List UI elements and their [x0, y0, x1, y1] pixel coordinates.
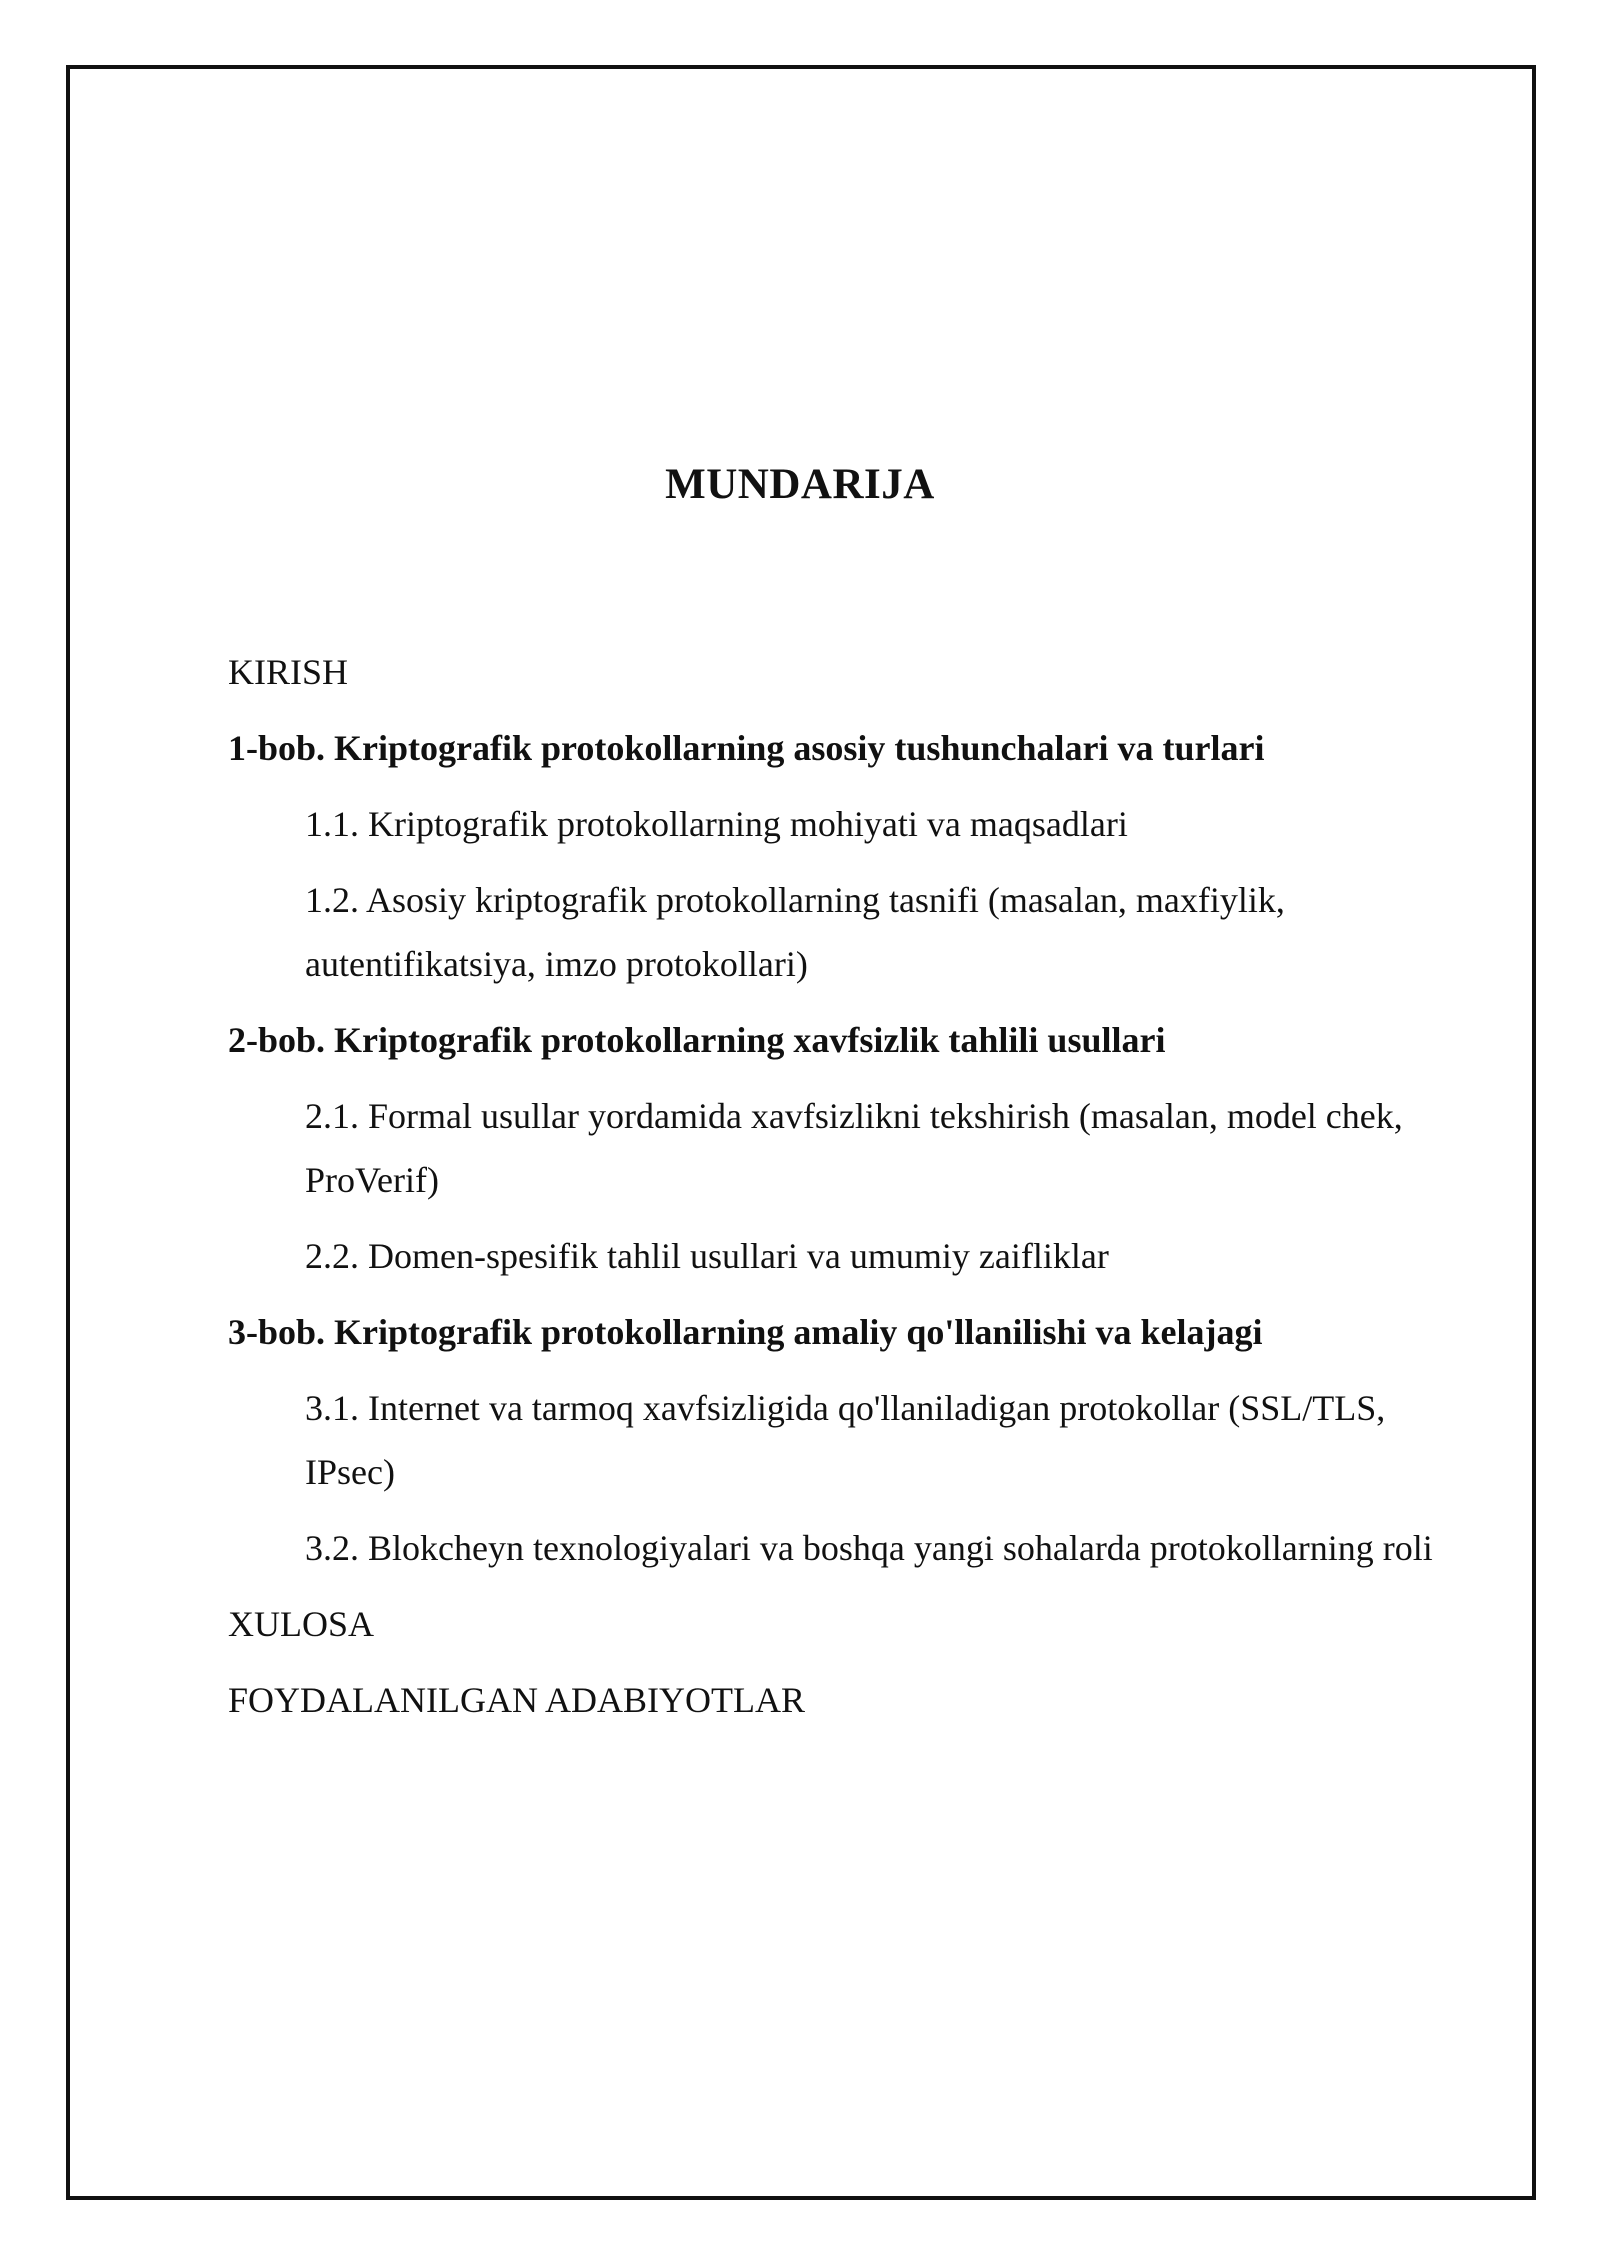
toc-section-2-1: 2.1. Formal usullar yordamida xavfsizlikni tekshirish (masalan, model chek,	[305, 1096, 1403, 1136]
table-of-contents	[228, 640, 1508, 1732]
toc-section-1-2: 1.2. Asosiy kriptografik protokollarning tasnifi (masalan, maxfiylik,	[305, 880, 1285, 920]
toc-section-1-1: 1.1. Kriptografik protokollarning mohiyati va maqsadlari	[305, 804, 1128, 844]
toc-chapter-1-heading: 1-bob. Kriptografik protokollarning asosiy tushunchalari va turlari	[228, 728, 1265, 768]
toc-item-intro: KIRISH	[228, 652, 349, 692]
toc-chapter-2-heading: 2-bob. Kriptografik protokollarning xavfsizlik tahlili usullari	[228, 1020, 1166, 1060]
toc-item-references: FOYDALANILGAN ADABIYOTLAR	[228, 1680, 805, 1720]
toc-section-1-2-continued: autentifikatsiya, imzo protokollari)	[305, 944, 808, 984]
toc-item-conclusion: XULOSA	[228, 1604, 375, 1644]
toc-section-2-2: 2.2. Domen-spesifik tahlil usullari va umumiy zaifliklar	[305, 1236, 1109, 1276]
page-title: MUNDARIJA	[665, 461, 935, 508]
toc-section-3-1-continued: IPsec)	[305, 1452, 395, 1492]
toc-section-2-1-continued: ProVerif)	[305, 1160, 439, 1200]
toc-section-3-1: 3.1. Internet va tarmoq xavfsizligida qo'llaniladigan protokollar (SSL/TLS,	[305, 1388, 1386, 1428]
toc-chapter-3-heading: 3-bob. Kriptografik protokollarning amaliy qo'llanilishi va kelajagi	[228, 1312, 1263, 1352]
toc-section-3-2: 3.2. Blokcheyn texnologiyalari va boshqa yangi sohalarda protokollarning roli	[305, 1528, 1433, 1568]
